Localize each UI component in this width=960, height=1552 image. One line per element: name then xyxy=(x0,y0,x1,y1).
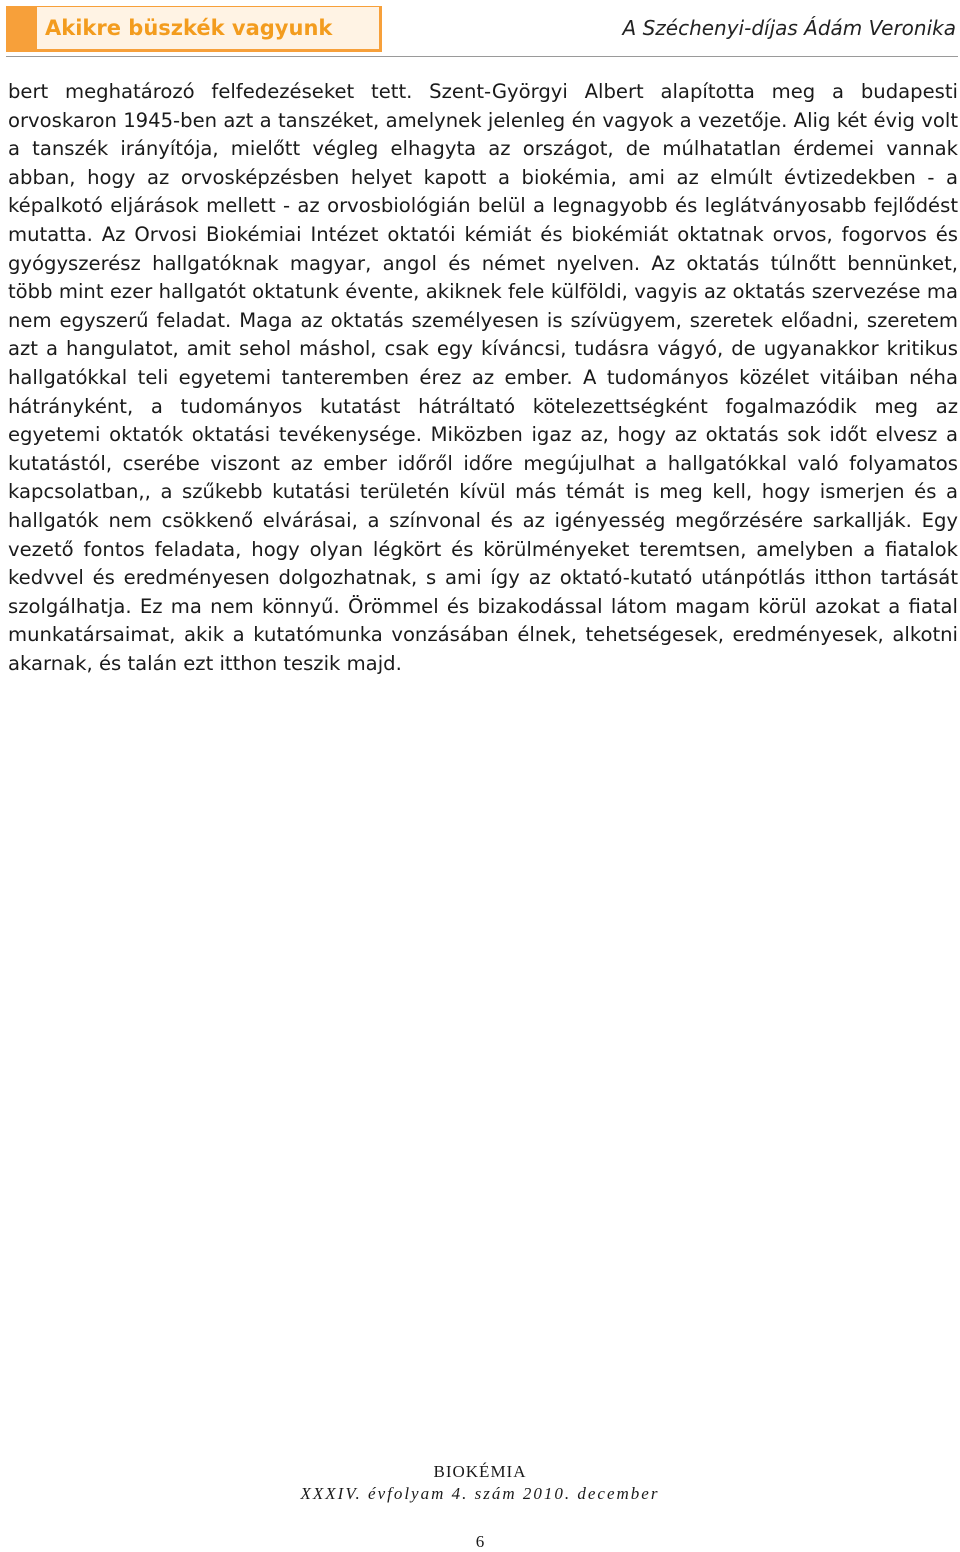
page-header xyxy=(0,0,960,60)
page-number: 6 xyxy=(475,1532,485,1551)
journal-name: BIOKÉMIA xyxy=(433,1462,527,1481)
article-body xyxy=(8,78,958,678)
section-tab xyxy=(6,6,382,52)
header-divider xyxy=(6,56,958,57)
body-paragraph: bert meghatározó felfedezéseket tett. Szent-Györgyi Albert alapította meg a budapesti orvoskaron 1945-ben azt a tanszéket, amelynek jelenleg én vagyok a vezetője. Alig két évig volt a tanszék irányítója, mielőtt végleg elhagyta az országot, de múlhatatlan érdemei vannak abban, hogy az orvosképzésben helyet kapott a biokémia, ami az elmúlt évtizedekben - a képalkotó eljárások mellett - az orvosbiológián belül a legnagyobb és leglátványosabb fejlődést mutatta. Az Orvosi Biokémiai Intézet oktatói kémiát és biokémiát oktatnak orvos, fogorvos és gyógyszerész hallgatóknak magyar, angol és német nyelven. Az oktatás túlnőtt bennünket, több mint ezer hallgatót oktatunk évente, akiknek fele külföldi, vagyis az oktatás szervezése ma nem egyszerű feladat. Maga az oktatás személyesen is szívügyem, szeretek előadni, szeretem azt a hangulatot, amit sehol máshol, csak egy kíváncsi, tudásra vágyó, de ugyanakkor kritikus hallgatókkal teli egyetemi tanteremben érez az ember. A tudományos közélet vitáiban néha hátrányként, a tudományos kutatást hátráltató kötelezettségként fogalmazódik meg az egyetemi oktatók oktatási tevékenysége. Miközben igaz az, hogy az oktatás sok időt elvesz a kutatástól, cserébe viszont az ember időről időre megújulhat a hallgatókkal való folyamatos kapcsolatban,, a szűkebb kutatási területén kívül más témát is meg kell, hogy ismerjen és a hallgatók nem csökkenő elvárásai, a színvonal és az igényesség megőrzésére sarkallják. Egy vezető fontos feladata, hogy olyan légkört és körülményeket teremtsen, amelyben a fiatalok kedvvel és eredményesen dolgozhatnak, s ami így az oktató-kutató utánpótlás itthon tartását szolgálhatja. Ez ma nem könnyű. Örömmel és bizakodással látom magam körül azokat a fiatal munkatársaimat, akik a kutatómunka vonzásában élnek, tehetségesek, eredményesek, alkotni akarnak, és talán ezt itthon teszik majd. xyxy=(8,80,958,675)
article-title: A Széchenyi-díjas Ádám Veronika xyxy=(622,16,956,40)
journal-issue: XXXIV. évfolyam 4. szám 2010. december xyxy=(300,1484,660,1503)
section-label: Akikre büszkék vagyunk xyxy=(36,6,380,50)
